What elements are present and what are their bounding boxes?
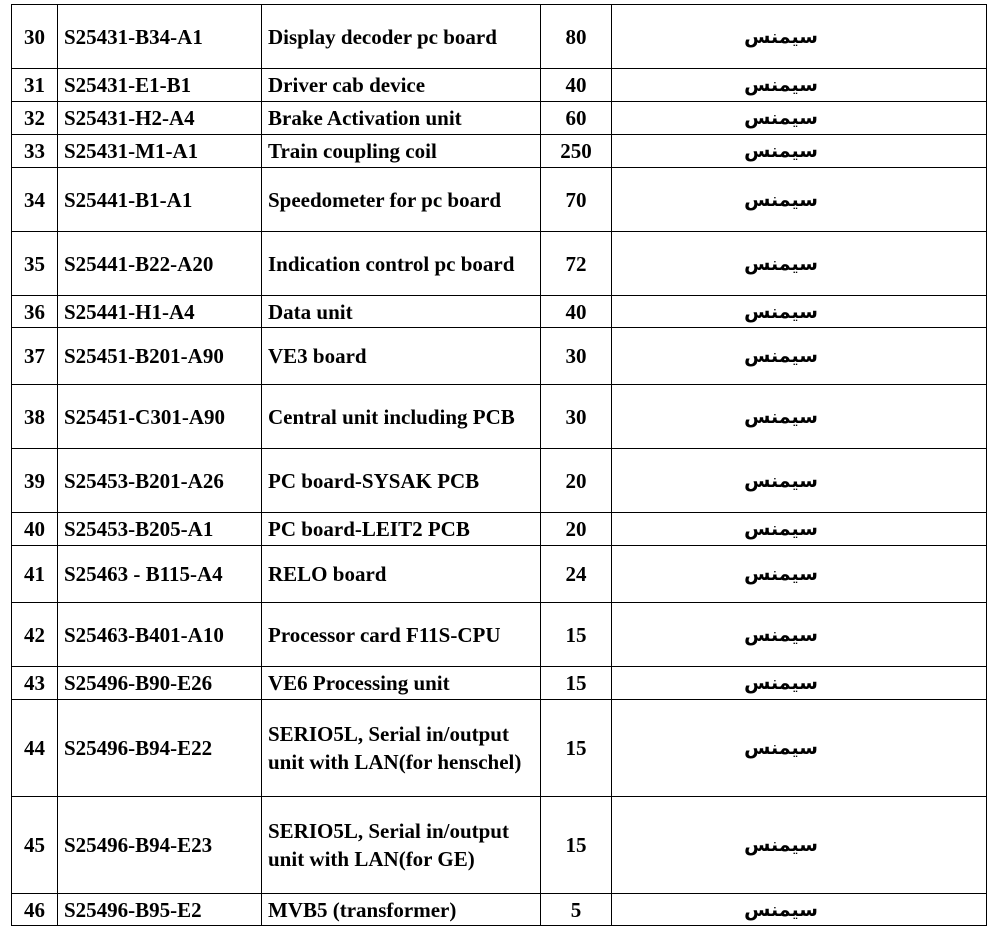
part-description-cell [262,603,541,667]
row-number: 33 [24,139,45,163]
manufacturer: سيمنس [744,469,818,492]
quantity-cell [541,232,612,296]
parts-table [11,4,987,926]
quantity-cell [541,667,612,700]
part-code: S25463 - B115-A4 [64,562,223,586]
manufacturer: سيمنس [744,518,818,540]
part-code: S25441-B1-A1 [64,187,193,212]
quantity: 72 [565,251,587,276]
part-code-cell [58,385,262,449]
row-number-cell [12,232,58,296]
quantity-cell [541,328,612,385]
part-code-cell [58,168,262,232]
row-number: 32 [24,106,45,130]
quantity-cell [541,894,612,926]
manufacturer: سيمنس [744,623,818,646]
row-number: 40 [24,517,45,541]
row-number: 44 [24,736,45,760]
row-number-cell [12,667,58,700]
quantity: 15 [565,736,587,760]
part-code: S25451-B201-A90 [64,344,224,368]
part-description-cell [262,700,541,797]
table-row [12,667,987,700]
row-number-cell [12,513,58,546]
row-number-cell [12,385,58,449]
row-number: 34 [24,187,45,212]
part-description: VE3 board [268,344,367,368]
part-code: S25453-B205-A1 [64,517,214,541]
quantity-cell [541,546,612,603]
table-row [12,700,987,797]
table-row [12,296,987,328]
row-number-cell [12,700,58,797]
row-number: 39 [24,468,45,493]
table-row [12,328,987,385]
part-code: S25496-B90-E26 [64,671,213,695]
part-description: PC board-LEIT2 PCB [268,517,470,541]
part-code-cell [58,667,262,700]
part-description: Data unit [268,299,353,324]
manufacturer-cell [612,894,987,926]
part-code: S25431-E1-B1 [64,73,192,97]
manufacturer-cell [612,135,987,168]
manufacturer: سيمنس [744,300,818,323]
part-code-cell [58,513,262,546]
table-row [12,69,987,102]
manufacturer-cell [612,5,987,69]
row-number-cell [12,449,58,513]
manufacturer: سيمنس [744,672,818,694]
quantity: 24 [565,562,587,586]
part-code-cell [58,603,262,667]
quantity-cell [541,5,612,69]
part-code: S25453-B201-A26 [64,468,224,493]
manufacturer-cell [612,513,987,546]
manufacturer: سيمنس [744,140,818,162]
quantity-cell [541,296,612,328]
part-code-cell [58,700,262,797]
quantity-cell [541,700,612,797]
part-code: S25431-H2-A4 [64,106,195,130]
part-code-cell [58,449,262,513]
table-row [12,513,987,546]
part-description-cell [262,69,541,102]
part-description-cell [262,168,541,232]
part-description-cell [262,546,541,603]
manufacturer-cell [612,232,987,296]
part-code-cell [58,328,262,385]
quantity-cell [541,603,612,667]
row-number: 30 [24,24,45,49]
row-number-cell [12,69,58,102]
row-number-cell [12,546,58,603]
row-number: 42 [24,622,45,647]
part-description: Train coupling coil [268,139,437,163]
manufacturer: سيمنس [744,107,818,129]
part-code-cell [58,546,262,603]
table-row [12,797,987,894]
row-number-cell [12,797,58,894]
part-description-cell [262,385,541,449]
row-number-cell [12,603,58,667]
part-code-cell [58,69,262,102]
part-description: Processor card F11S-CPU [268,622,501,647]
manufacturer-cell [612,69,987,102]
quantity: 40 [565,73,587,97]
quantity: 15 [565,622,587,647]
row-number-cell [12,135,58,168]
table-row [12,168,987,232]
table-row [12,894,987,926]
table-row [12,135,987,168]
row-number-cell [12,894,58,926]
row-number: 38 [24,404,45,429]
manufacturer: سيمنس [744,345,818,367]
table-row [12,102,987,135]
quantity-cell [541,513,612,546]
row-number-cell [12,5,58,69]
manufacturer-cell [612,546,987,603]
part-description: Speedometer for pc board [268,187,502,212]
quantity: 250 [560,139,592,163]
manufacturer: سيمنس [744,188,818,211]
quantity-cell [541,168,612,232]
row-number: 35 [24,251,45,276]
part-description-cell [262,797,541,894]
quantity: 40 [565,299,587,324]
manufacturer-cell [612,700,987,797]
part-description-cell [262,328,541,385]
part-code: S25431-M1-A1 [64,139,199,163]
quantity: 20 [565,517,587,541]
manufacturer: سيمنس [744,898,818,921]
part-description: Indication control pc board [268,251,515,276]
row-number: 31 [24,73,45,97]
part-description-cell [262,667,541,700]
row-number-cell [12,296,58,328]
part-description-cell [262,5,541,69]
quantity-cell [541,69,612,102]
quantity-cell [541,102,612,135]
manufacturer: سيمنس [744,74,818,96]
part-code: S25451-C301-A90 [64,404,225,429]
part-code: S25463-B401-A10 [64,622,224,647]
part-code-cell [58,797,262,894]
quantity-cell [541,797,612,894]
row-number: 45 [24,833,45,857]
manufacturer: سيمنس [744,25,818,48]
part-description-cell [262,102,541,135]
part-description: SERIO5L, Serial in/output unit with LAN(for GE) [268,819,509,871]
quantity-cell [541,449,612,513]
row-number-cell [12,168,58,232]
manufacturer-cell [612,102,987,135]
table-row [12,603,987,667]
row-number-cell [12,328,58,385]
quantity-cell [541,385,612,449]
part-code-cell [58,296,262,328]
quantity: 20 [565,468,587,493]
part-description-cell [262,296,541,328]
part-code: S25496-B94-E23 [64,833,213,857]
part-description: RELO board [268,562,387,586]
quantity: 15 [565,671,587,695]
table-row [12,385,987,449]
part-description-cell [262,232,541,296]
manufacturer-cell [612,328,987,385]
part-code: S25431-B34-A1 [64,24,203,49]
row-number: 41 [24,562,45,586]
manufacturer: سيمنس [744,737,818,759]
part-description: VE6 Processing unit [268,671,450,695]
part-description: SERIO5L, Serial in/output unit with LAN(for henschel) [268,722,522,774]
manufacturer-cell [612,797,987,894]
table-row [12,5,987,69]
row-number-cell [12,102,58,135]
part-description: Driver cab device [268,73,426,97]
part-description: PC board-SYSAK PCB [268,468,480,493]
part-code-cell [58,5,262,69]
manufacturer: سيمنس [744,563,818,585]
part-code-cell [58,102,262,135]
manufacturer: سيمنس [744,834,818,856]
table-row [12,449,987,513]
part-description-cell [262,135,541,168]
quantity: 70 [565,187,587,212]
table-row [12,546,987,603]
quantity: 30 [565,404,587,429]
row-number: 36 [24,299,45,324]
table-row [12,232,987,296]
part-description: Brake Activation unit [268,106,462,130]
part-code-cell [58,232,262,296]
manufacturer-cell [612,603,987,667]
quantity: 80 [565,24,587,49]
row-number: 43 [24,671,45,695]
part-code: S25441-H1-A4 [64,299,195,324]
part-description: Central unit including PCB [268,404,515,429]
manufacturer: سيمنس [744,252,818,275]
manufacturer-cell [612,667,987,700]
part-code-cell [58,894,262,926]
parts-table-body [12,5,987,926]
part-description: MVB5 (transformer) [268,897,457,922]
part-code: S25496-B95-E2 [64,897,202,922]
quantity-cell [541,135,612,168]
part-code: S25496-B94-E22 [64,736,213,760]
quantity: 60 [565,106,587,130]
manufacturer-cell [612,449,987,513]
part-description: Display decoder pc board [268,24,497,49]
quantity: 15 [565,833,587,857]
row-number: 46 [24,897,45,922]
manufacturer: سيمنس [744,405,818,428]
manufacturer-cell [612,168,987,232]
row-number: 37 [24,344,45,368]
quantity: 5 [570,897,582,922]
manufacturer-cell [612,385,987,449]
part-description-cell [262,513,541,546]
quantity: 30 [565,344,587,368]
manufacturer-cell [612,296,987,328]
part-code-cell [58,135,262,168]
part-description-cell [262,894,541,926]
part-description-cell [262,449,541,513]
part-code: S25441-B22-A20 [64,251,214,276]
